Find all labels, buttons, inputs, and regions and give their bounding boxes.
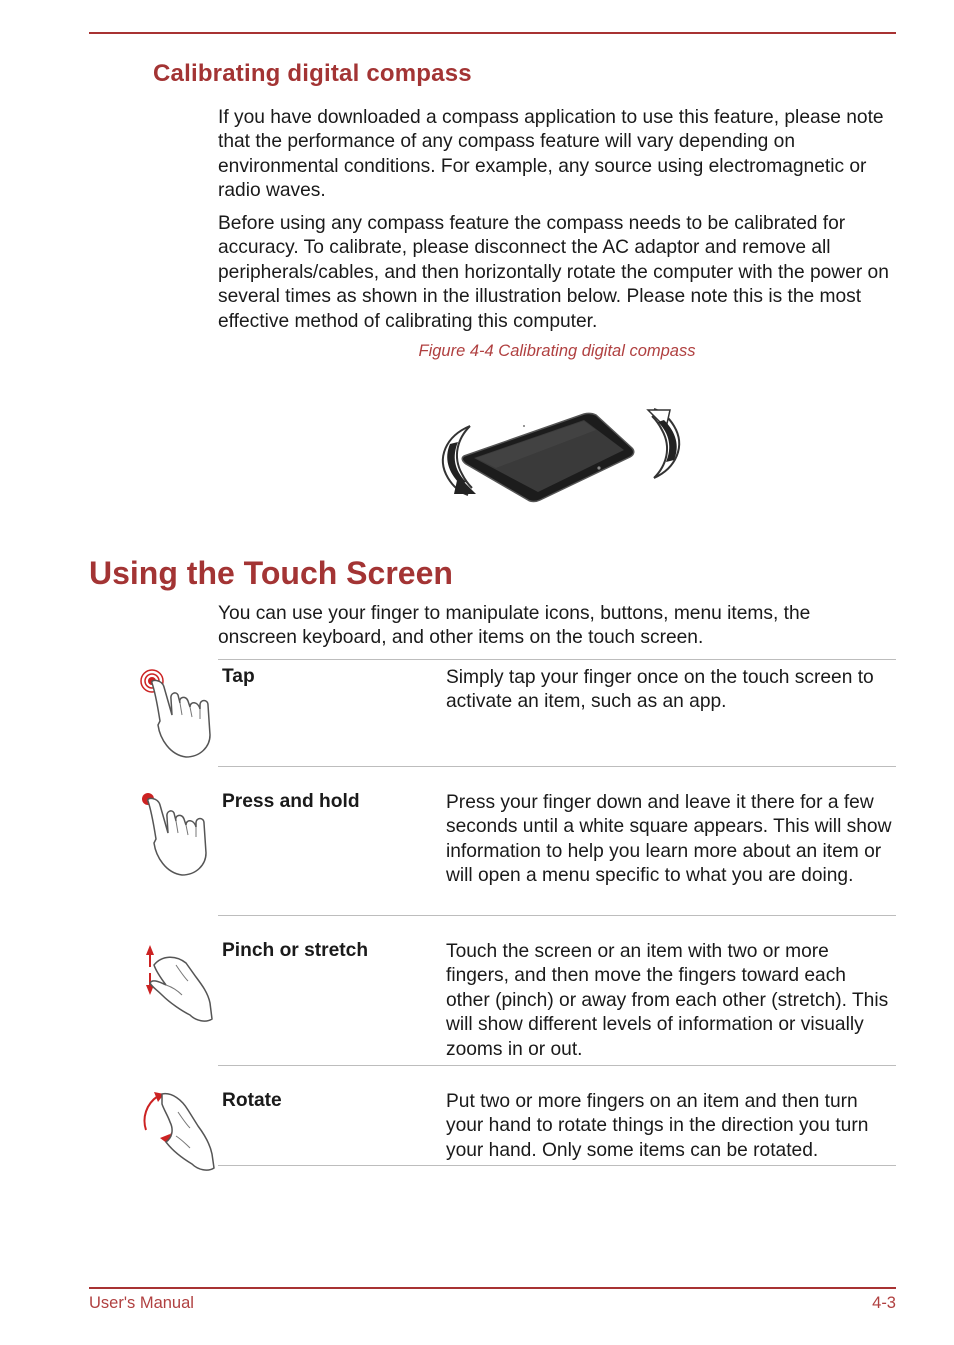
- pinch-gesture-icon: [136, 937, 216, 1037]
- header-rule: [89, 32, 896, 34]
- gesture-description: Touch the screen or an item with two or more fingers, and then move the fingers toward each other (pinch) or away from each other (stretch). This will show different levels of information or visually zooms in or out.: [446, 941, 889, 1060]
- section-heading: Calibrating digital compass: [153, 60, 472, 87]
- press-and-hold-gesture-icon: [136, 785, 216, 885]
- rotate-right-arrow-icon: [648, 409, 679, 478]
- gesture-table: [218, 659, 896, 1166]
- gesture-name: Tap: [222, 666, 255, 687]
- gesture-row-press-and-hold: [218, 766, 896, 915]
- gesture-name: Pinch or stretch: [222, 940, 369, 961]
- touch-intro-paragraph: You can use your finger to manipulate icons, buttons, menu items, the onscreen keyboard, and other items on the touch screen.: [218, 603, 811, 649]
- gesture-row-rotate: [218, 1065, 896, 1166]
- gesture-description: Simply tap your finger once on the touch screen to activate an item, such as an app.: [446, 667, 874, 713]
- gesture-name: Rotate: [222, 1090, 282, 1111]
- tablet-device-icon: [462, 413, 633, 501]
- gesture-name: Press and hold: [222, 791, 360, 812]
- footer-page-number: 4-3: [872, 1294, 896, 1312]
- figure-caption: Figure 4-4 Calibrating digital compass: [418, 342, 696, 360]
- footer-rule: [89, 1287, 896, 1289]
- footer-manual-title: User's Manual: [89, 1294, 194, 1312]
- tablet-rotation-illustration: [436, 398, 686, 508]
- tap-gesture-icon: [136, 665, 216, 765]
- chapter-title: Using the Touch Screen: [89, 555, 453, 591]
- gesture-row-pinch-or-stretch: [218, 915, 896, 1065]
- rotate-gesture-icon: [136, 1086, 216, 1186]
- compass-paragraph-1: If you have downloaded a compass application to use this feature, please note that the performance of any compass feature will vary depending on environmental conditions. For example, any source using electromagnetic or radio waves.: [218, 107, 884, 202]
- compass-paragraph-2: Before using any compass feature the compass needs to be calibrated for accuracy. To calibrate, please disconnect the AC adaptor and remove all peripherals/cables, and then horizontally rotate the computer with the power on several times as shown in the illustration below. Please note this is the most effective method of calibrating this computer.: [218, 213, 889, 332]
- gesture-row-tap: [218, 659, 896, 766]
- gesture-description: Put two or more fingers on an item and then turn your hand to rotate things in the direction you turn your hand. Only some items can be rotated.: [446, 1091, 869, 1161]
- gesture-description: Press your finger down and leave it there for a few seconds until a white square appears. This will show information to help you learn more about an item or will open a menu specific to what you are doing.: [446, 792, 892, 887]
